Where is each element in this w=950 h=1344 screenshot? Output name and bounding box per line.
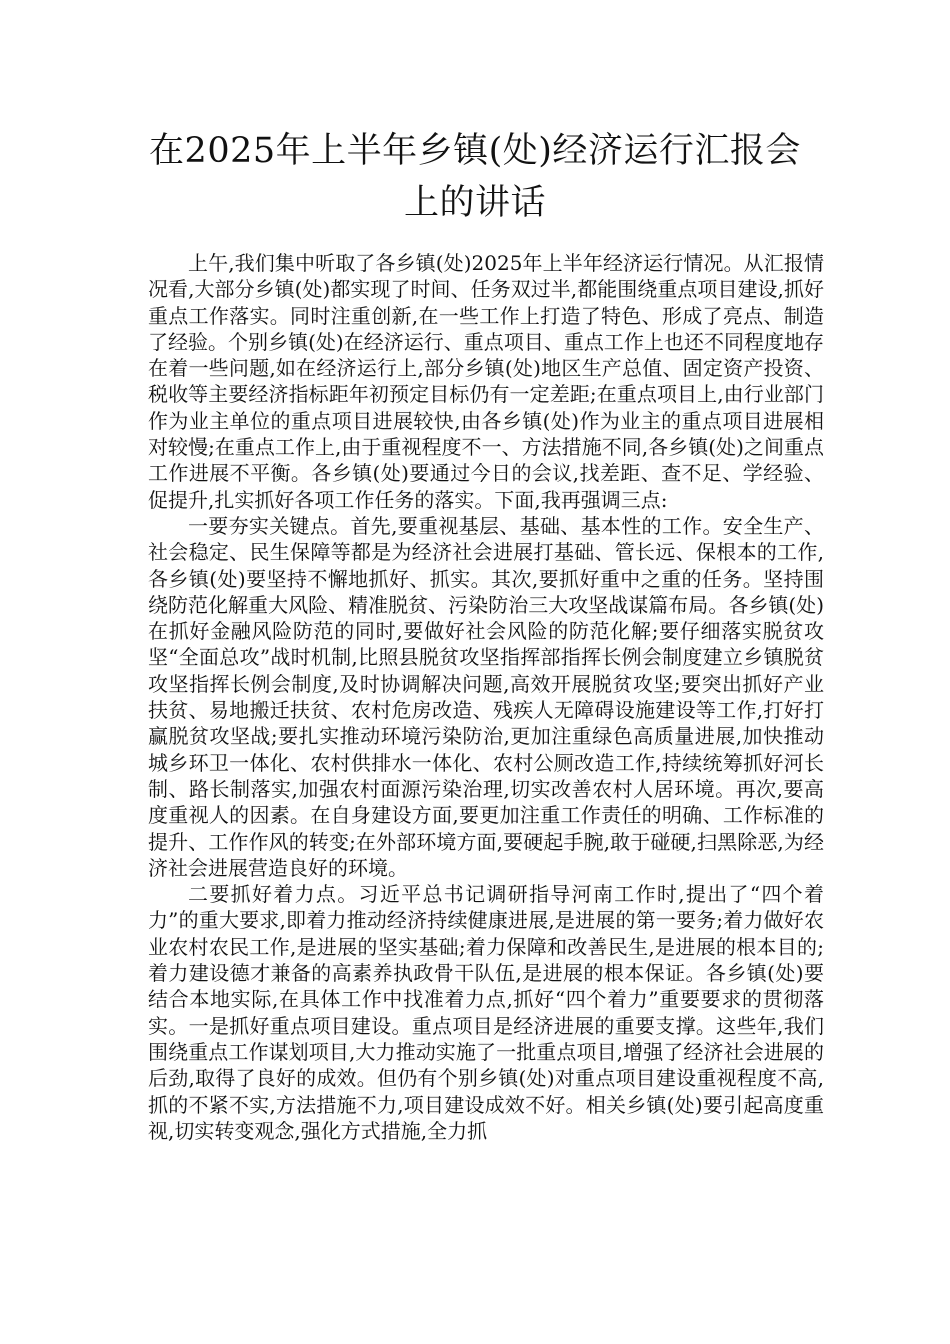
title-line-1: 在2025年上半年乡镇(处)经济运行汇报会	[149, 131, 801, 171]
paragraph-point-one: 一要夯实关键点。首先,要重视基层、基础、基本性的工作。安全生产、社会稳定、民生保障等都是为经济社会进展打基础、管长远、保根本的工作,各乡镇(处)要坚持不懈地抓好、抓实。其次,要抓好重中之重的任务。坚持围绕防范化解重大风险、精准脱贫、污染防治三大攻坚战谋篇布局。各乡镇(处)在抓好金融风险防范的同时,要做好社会风险的防范化解;要仔细落实脱贫攻坚“全面总攻”战时机制,比照县脱贫攻坚指挥部指挥长例会制度建立乡镇脱贫攻坚指挥长例会制度,及时协调解决问题,高效开展脱贫攻坚;要突出抓好产业扶贫、易地搬迁扶贫、农村危房改造、残疾人无障碍设施建设等工作,打好打赢脱贫攻坚战;要扎实推动环境污染防治,更加注重绿色高质量进展,加快推动城乡环卫一体化、农村供排水一体化、农村公厕改造工作,持续统筹抓好河长制、路长制落实,加强农村面源污染治理,切实改善农村人居环境。再次,要高度重视人的因素。在自身建设方面,要更加注重工作责任的明确、工作标准的提升、工作作风的转变;在外部环境方面,要硬起手腕,敢于碰硬,扫黑除恶,为经济社会进展营造良好的环境。	[148, 513, 824, 880]
document-title	[120, 125, 830, 229]
paragraph-point-two: 二要抓好着力点。习近平总书记调研指导河南工作时,提出了“四个着力”的重大要求,即着力推动经济持续健康进展,是进展的第一要务;着力做好农业农村农民工作,是进展的坚实基础;着力保障和改善民生,是进展的根本目的;着力建设德才兼备的高素养执政骨干队伍,是进展的根本保证。各乡镇(处)要结合本地实际,在具体工作中找准着力点,抓好“四个着力”重要要求的贯彻落实。一是抓好重点项目建设。重点项目是经济进展的重要支撑。这些年,我们围绕重点工作谋划项目,大力推动实施了一批重点项目,增强了经济社会进展的后劲,取得了良好的成效。但仍有个别乡镇(处)对重点项目建设重视程度不高,抓的不紧不实,方法措施不力,项目建设成效不好。相关乡镇(处)要引起高度重视,切实转变观念,强化方式措施,全力抓	[148, 882, 824, 1143]
document-body	[148, 250, 824, 1144]
paragraph-intro: 上午,我们集中听取了各乡镇(处)2025年上半年经济运行情况。从汇报情况看,大部分乡镇(处)都实现了时间、任务双过半,都能围绕重点项目建设,抓好重点工作落实。同时注重创新,在一些工作上打造了特色、形成了亮点、制造了经验。个别乡镇(处)在经济运行、重点项目、重点工作上也还不同程度地存在着一些问题,如在经济运行上,部分乡镇(处)地区生产总值、固定资产投资、税收等主要经济指标距年初预定目标仍有一定差距;在重点项目上,由行业部门作为业主单位的重点项目进展较快,由各乡镇(处)作为业主的重点项目进展相对较慢;在重点工作上,由于重视程度不一、方法措施不同,各乡镇(处)之间重点工作进展不平衡。各乡镇(处)要通过今日的会议,找差距、查不足、学经验、促提升,扎实抓好各项工作任务的落实。下面,我再强调三点:	[148, 251, 824, 512]
title-line-2: 上的讲话	[403, 183, 546, 223]
